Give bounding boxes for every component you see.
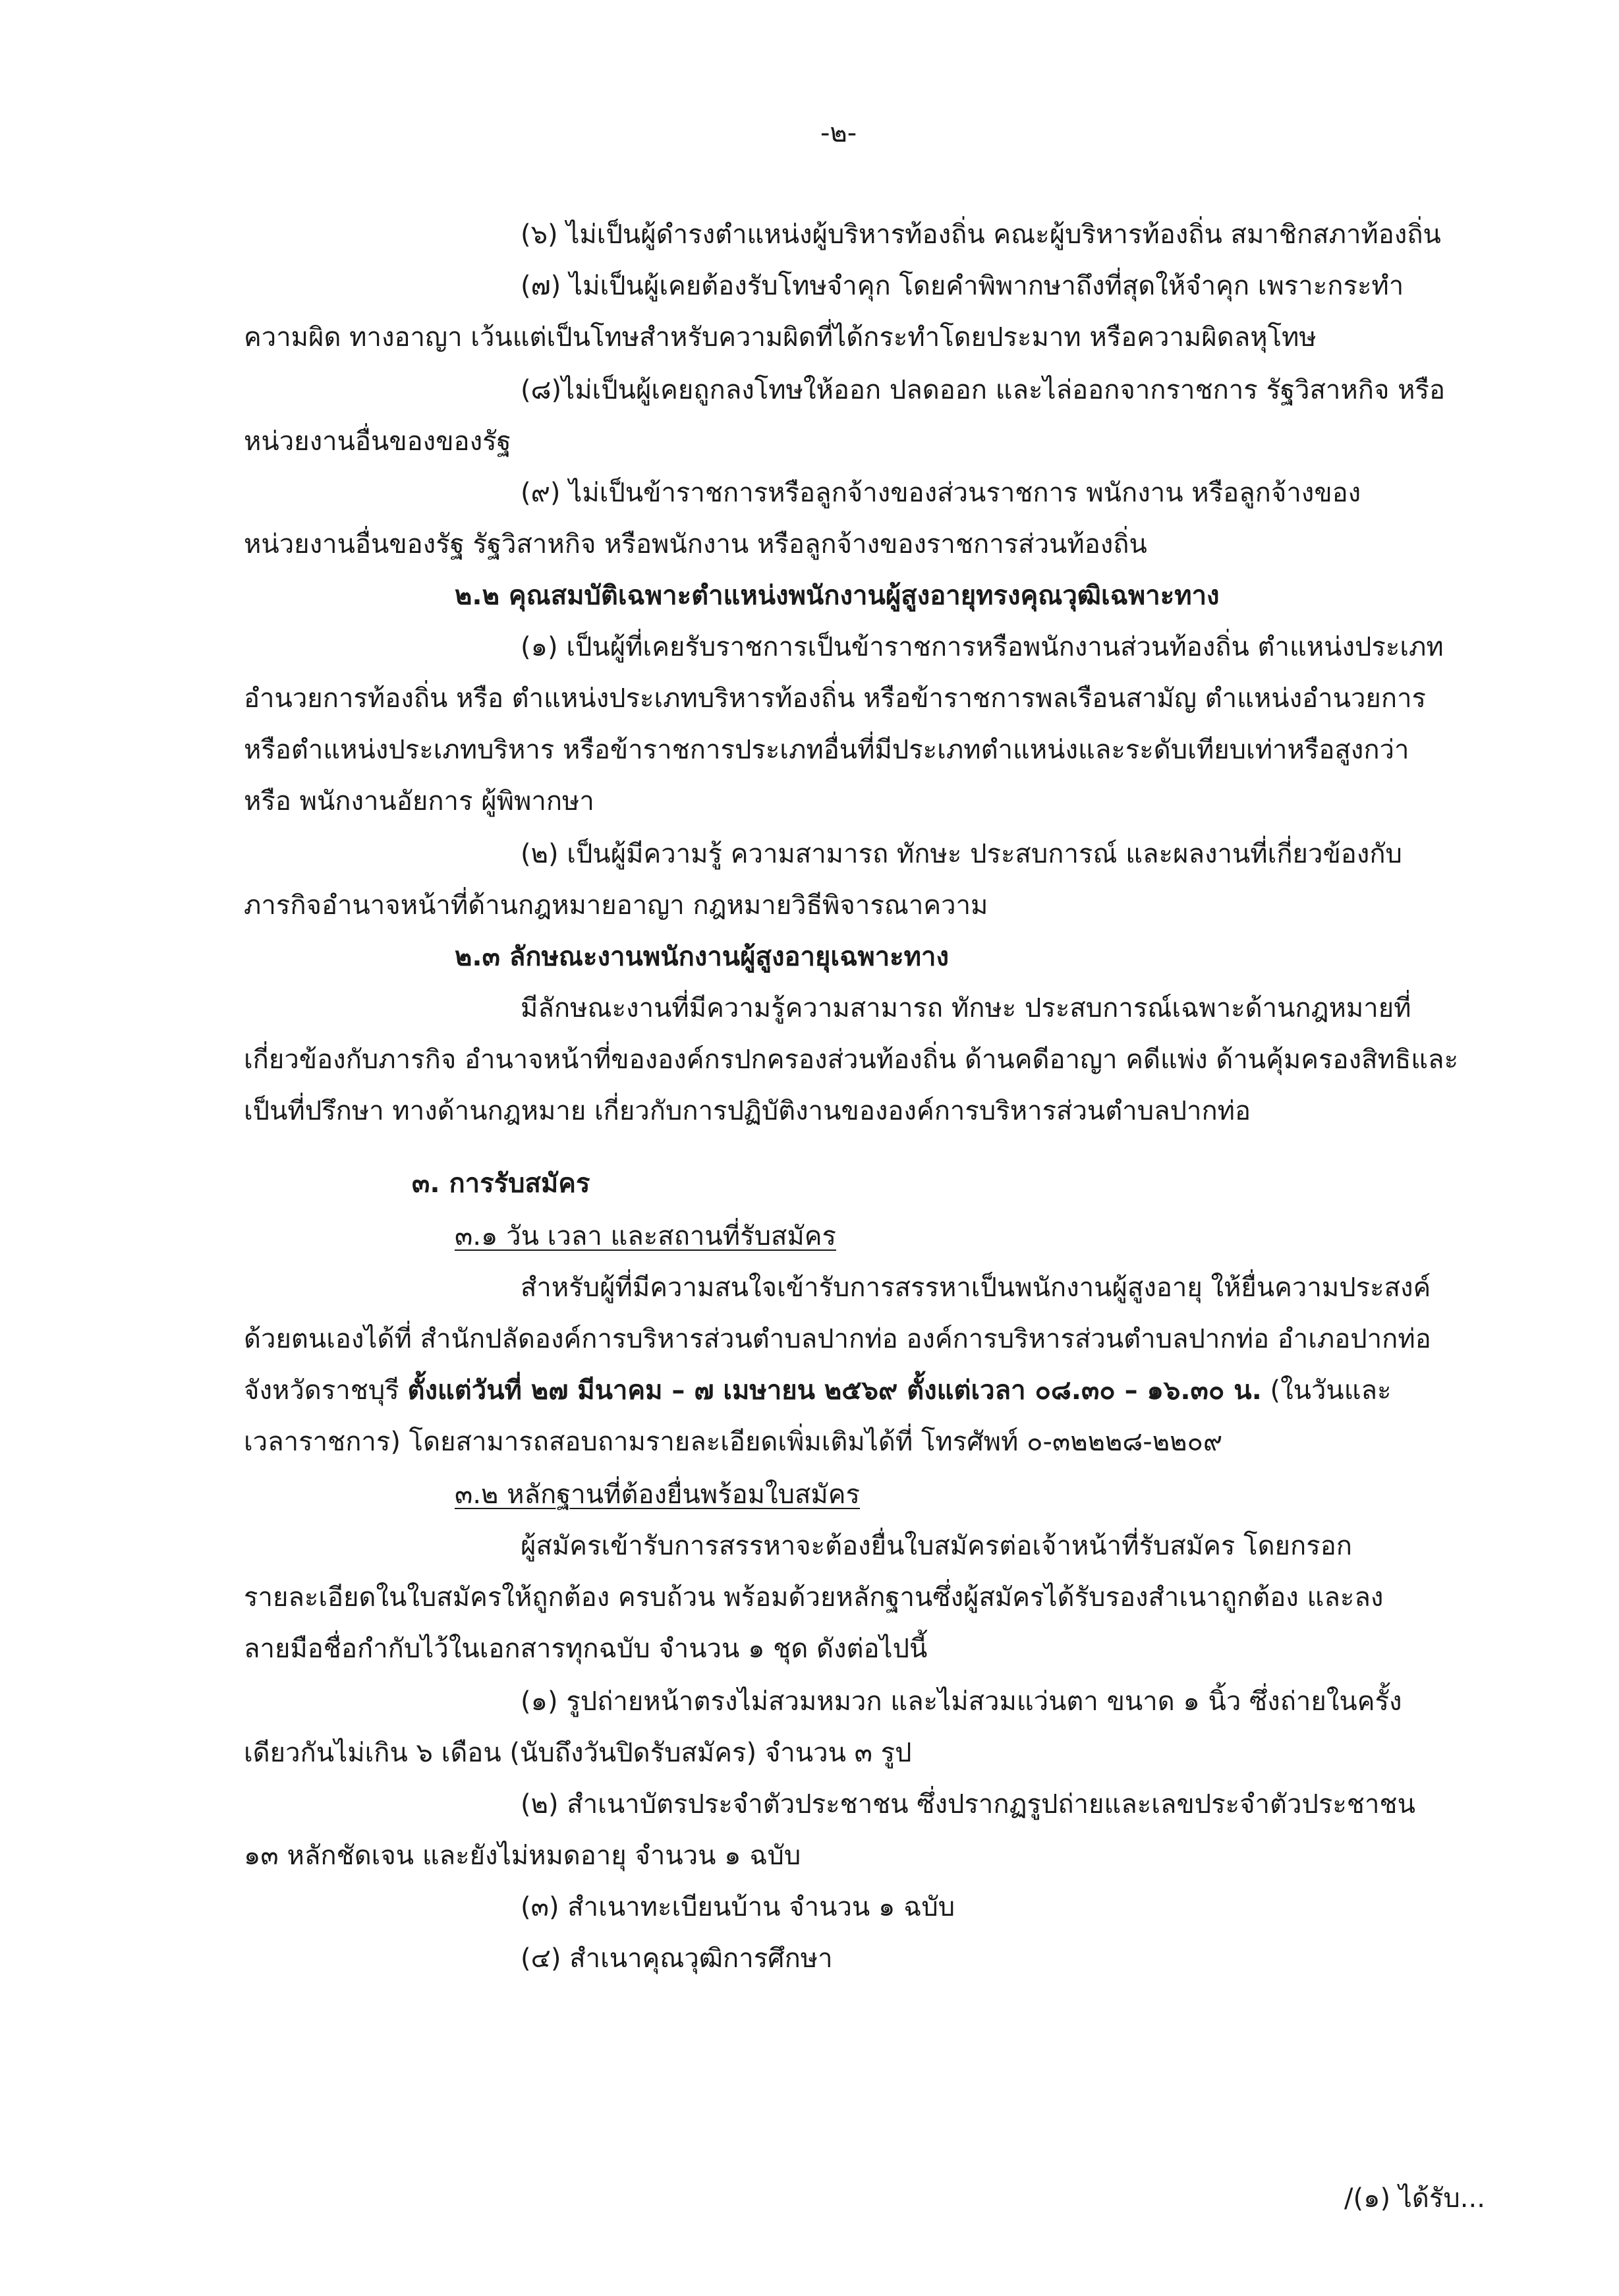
- text-line: (๒) สำเนาบัตรประจำตัวประชาชน ซึ่งปรากฏรูปถ่ายและเลขประจำตัวประชาชน: [521, 1789, 1415, 1820]
- page-continuation: /(๑) ได้รับ...: [1344, 2183, 1485, 2214]
- text-line: (๒) เป็นผู้มีความรู้ ความสามารถ ทักษะ ประสบการณ์ และผลงานที่เกี่ยวข้องกับ: [521, 839, 1402, 869]
- text-line: ผู้สมัครเข้ารับการสรรหาจะต้องยื่นใบสมัครต่อเจ้าหน้าที่รับสมัคร โดยกรอก: [521, 1531, 1352, 1561]
- text-line: เวลาราชการ) โดยสามารถสอบถามรายละเอียดเพิ่มเติมได้ที่ โทรศัพท์ ๐-๓๒๒๒๘-๒๒๐๙: [244, 1427, 1223, 1457]
- text-line: ภารกิจอำนาจหน้าที่ด้านกฎหมายอาญา กฎหมายวิธีพิจารณาความ: [244, 890, 988, 921]
- text-line: เกี่ยวข้องกับภารกิจ อำนาจหน้าที่ขององค์กรปกครองส่วนท้องถิ่น ด้านคดีอาญา คดีแพ่ง ด้านคุ้มครองสิทธิและ: [244, 1045, 1459, 1075]
- text-line: ด้วยตนเองได้ที่ สำนักปลัดองค์การบริหารส่วนตำบลปากท่อ องค์การบริหารส่วนตำบลปากท่อ อำเภอปากท่อ: [244, 1324, 1431, 1354]
- text-line: เดียวกันไม่เกิน ๖ เดือน (นับถึงวันปิดรับสมัคร) จำนวน ๓ รูป: [244, 1738, 912, 1768]
- text-line-dates: [244, 1373, 1392, 1408]
- text-line: มีลักษณะงานที่มีความรู้ความสามารถ ทักษะ ประสบการณ์เฉพาะด้านกฎหมายที่: [521, 993, 1411, 1023]
- section-heading-3: ๓. การรับสมัคร: [412, 1168, 590, 1199]
- text-line: ลายมือชื่อกำกับไว้ในเอกสารทุกฉบับ จำนวน ๑ ชุด ดังต่อไปนี้: [244, 1634, 928, 1664]
- text-line: (๑) รูปถ่ายหน้าตรงไม่สวมหมวก และไม่สวมแว่นตา ขนาด ๑ นิ้ว ซึ่งถ่ายในครั้ง: [521, 1686, 1402, 1717]
- text-line: เป็นที่ปรึกษา ทางด้านกฎหมาย เกี่ยวกับการปฏิบัติงานขององค์การบริหารส่วนตำบลปากท่อ: [244, 1096, 1251, 1126]
- text-line: หน่วยงานอื่นของรัฐ รัฐวิสาหกิจ หรือพนักงาน หรือลูกจ้างของราชการส่วนท้องถิ่น: [244, 529, 1147, 560]
- text-line: หน่วยงานอื่นของของรัฐ: [244, 426, 511, 457]
- text-line: หรือ พนักงานอัยการ ผู้พิพากษา: [244, 786, 594, 817]
- text-line: ๑๓ หลักชัดเจน และยังไม่หมดอายุ จำนวน ๑ ฉบับ: [244, 1841, 801, 1871]
- text-line: (๖) ไม่เป็นผู้ดำรงตำแหน่งผู้บริหารท้องถิ่น คณะผู้บริหารท้องถิ่น สมาชิกสภาท้องถิ่น: [521, 219, 1441, 250]
- text-line: (๗) ไม่เป็นผู้เคยต้องรับโทษจำคุก โดยคำพิพากษาถึงที่สุดให้จำคุก เพราะกระทำ: [521, 271, 1404, 301]
- section-heading-2-3: ๒.๓ ลักษณะงานพนักงานผู้สูงอายุเฉพาะทาง: [455, 942, 950, 972]
- section-heading-2-2: ๒.๒ คุณสมบัติเฉพาะตำแหน่งพนักงานผู้สูงอายุทรงคุณวุฒิเฉพาะทาง: [455, 581, 1220, 611]
- text-line: หรือตำแหน่งประเภทบริหาร หรือข้าราชการประเภทอื่นที่มีประเภทตำแหน่งและระดับเทียบเท่าหรือสูงกว่า: [244, 735, 1409, 765]
- text-line: (๔) สำเนาคุณวุฒิการศึกษา: [521, 1943, 833, 1974]
- text-line: (๑) เป็นผู้ที่เคยรับราชการเป็นข้าราชการหรือพนักงานส่วนท้องถิ่น ตำแหน่งประเภท: [521, 632, 1444, 662]
- text-line: (๘)ไม่เป็นผู้เคยถูกลงโทษให้ออก ปลดออก และไล่ออกจากราชการ รัฐวิสาหกิจ หรือ: [521, 375, 1445, 405]
- text-line: อำนวยการท้องถิ่น หรือ ตำแหน่งประเภทบริหารท้องถิ่น หรือข้าราชการพลเรือนสามัญ ตำแหน่งอำนวยการ: [244, 683, 1427, 714]
- text-segment: จังหวัดราชบุรี: [244, 1375, 408, 1406]
- text-line: (๙) ไม่เป็นข้าราชการหรือลูกจ้างของส่วนราชการ พนักงาน หรือลูกจ้างของ: [521, 478, 1361, 508]
- text-segment: (ในวันและ: [1261, 1375, 1392, 1406]
- subsection-heading-3-1: ๓.๑ วัน เวลา และสถานที่รับสมัคร: [455, 1221, 836, 1251]
- text-line: รายละเอียดในใบสมัครให้ถูกต้อง ครบถ้วน พร้อมด้วยหลักฐานซึ่งผู้สมัครได้รับรองสำเนาถูกต้อง และลง: [244, 1582, 1384, 1613]
- subsection-heading-3-2: ๓.๒ หลักฐานที่ต้องยื่นพร้อมใบสมัคร: [455, 1479, 860, 1510]
- text-line: (๓) สำเนาทะเบียนบ้าน จำนวน ๑ ฉบับ: [521, 1892, 955, 1922]
- text-line: ความผิด ทางอาญา เว้นแต่เป็นโทษสำหรับความผิดที่ได้กระทำโดยประมาท หรือความผิดลหุโทษ: [244, 322, 1317, 353]
- page-number: -๒-: [820, 118, 857, 148]
- text-line: สำหรับผู้ที่มีความสนใจเข้ารับการสรรหาเป็นพนักงานผู้สูงอายุ ให้ยื่นความประสงค์: [521, 1273, 1431, 1303]
- application-period: ตั้งแต่วันที่ ๒๗ มีนาคม – ๗ เมษายน ๒๕๖๙ ตั้งแต่เวลา ๐๘.๓๐ – ๑๖.๓๐ น.: [407, 1375, 1262, 1406]
